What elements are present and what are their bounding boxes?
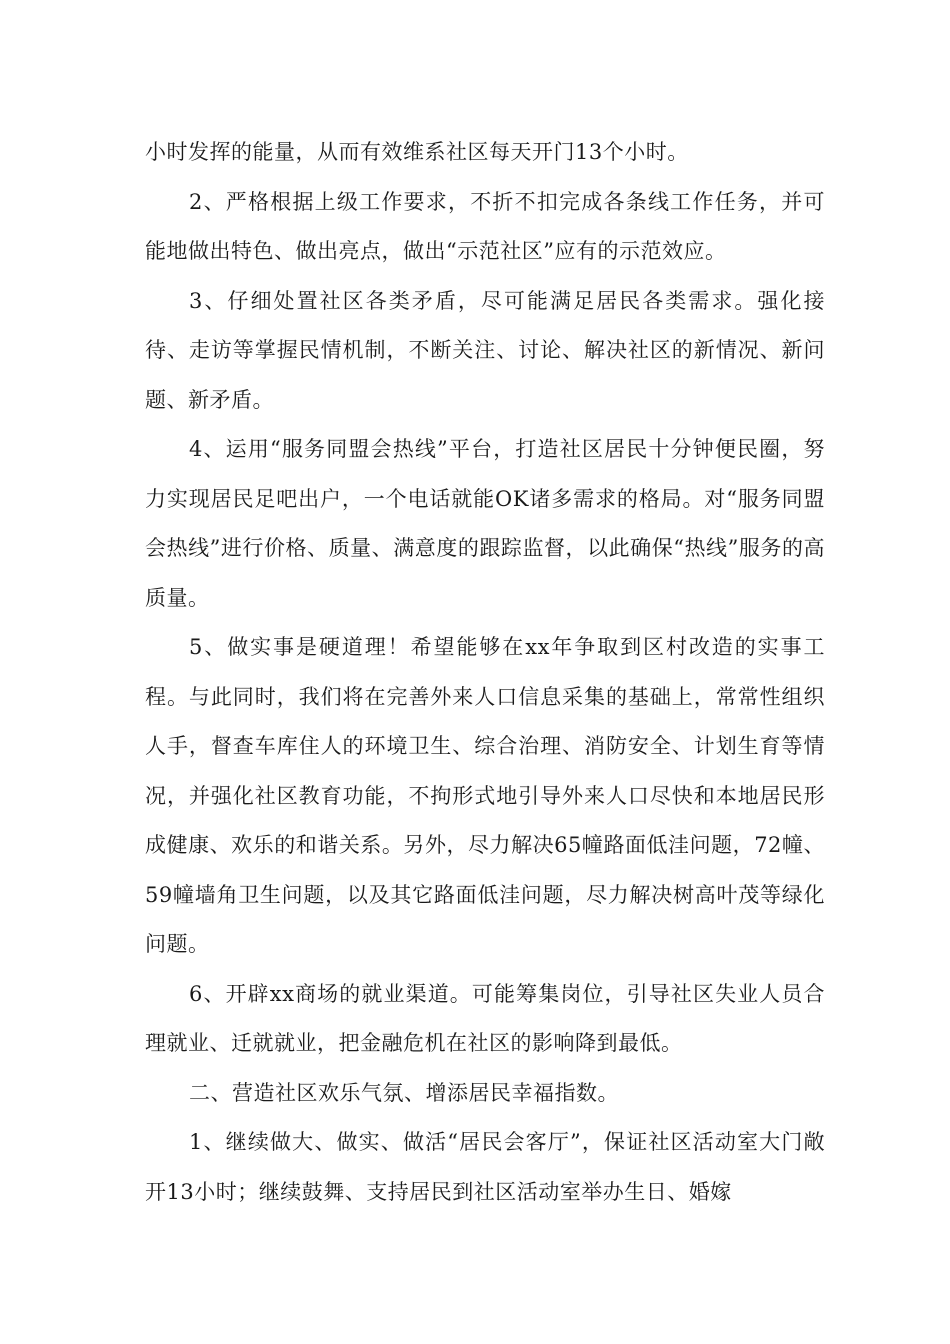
paragraph-item-5: 5、做实事是硬道理！希望能够在xx年争取到区村改造的实事工程。与此同时，我们将在完善外来人口信息采集的基础上，常常性组织人手，督查车库住人的环境卫生、综合治理、消防安全、计划生育等情况，并强化社区教育功能，不拘形式地引导外来人口尽快和本地居民形成健康、欢乐的和谐关系。另外，尽力解决65幢路面低洼问题，72幢、59幢墙角卫生问题，以及其它路面低洼问题，尽力解决树高叶茂等绿化问题。 bbox=[145, 635, 825, 956]
paragraph-item-6: 6、开辟xx商场的就业渠道。可能筹集岗位，引导社区失业人员合理就业、迁就就业，把金融危机在社区的影响降到最低。 bbox=[145, 981, 825, 1055]
paragraph-item-4: 4、运用“服务同盟会热线”平台，打造社区居民十分钟便民圈，努力实现居民足吧出户，一个电话就能OK诸多需求的格局。对“服务同盟会热线”进行价格、质量、满意度的跟踪监督，以此确保“热线”服务的高质量。 bbox=[145, 437, 825, 610]
paragraph-item-3: 3、仔细处置社区各类矛盾，尽可能满足居民各类需求。强化接待、走访等掌握民情机制，不断关注、讨论、解决社区的新情况、新问题、新矛盾。 bbox=[145, 288, 825, 412]
paragraph-section2-item-1: 1、继续做大、做实、做活“居民会客厅”，保证社区活动室大门敞开13小时；继续鼓舞、支持居民到社区活动室举办生日、婚嫁 bbox=[145, 1130, 825, 1204]
document-body bbox=[145, 128, 825, 1217]
paragraph-item-2: 2、严格根据上级工作要求，不折不扣完成各条线工作任务，并可能地做出特色、做出亮点，做出“示范社区”应有的示范效应。 bbox=[145, 189, 825, 263]
section-heading-2: 二、营造社区欢乐气氛、增添居民幸福指数。 bbox=[189, 1080, 619, 1105]
paragraph-continuation: 小时发挥的能量，从而有效维系社区每天开门13个小时。 bbox=[145, 140, 689, 164]
